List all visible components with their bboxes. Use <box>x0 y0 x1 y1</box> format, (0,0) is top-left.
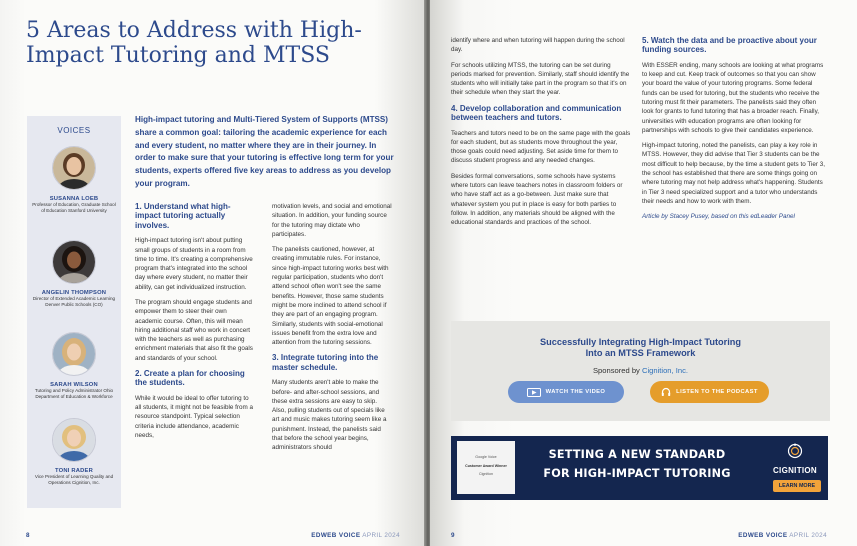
promo-title-line-2: Into an MTSS Framework <box>585 348 696 358</box>
left-column-2 <box>272 202 392 459</box>
portrait-icon <box>53 241 95 283</box>
watch-video-label: WATCH THE VIDEO <box>545 389 606 395</box>
voice-name: SARAH WILSON <box>50 382 98 388</box>
voice-angelin-thompson <box>27 240 121 308</box>
paragraph: While it would be ideal to offer tutoring to all students, it might not be feasible from a resource standpoint. Typical selection criteria include attendance, academic needs, <box>135 394 253 440</box>
listen-podcast-button[interactable] <box>650 381 769 403</box>
paragraph: motivation levels, and social and emotional situation. In addition, your funding source for the tutoring may dictate who participates. <box>272 203 392 238</box>
ad-headline-line-2: FOR HIGH-IMPACT TUTORING <box>543 467 731 480</box>
avatar <box>52 332 96 376</box>
badge-bottom-text: Cignition <box>479 472 493 477</box>
paragraph: The panelists cautioned, however, at creating immutable rules. For instance, since high-impact tutoring works best with regular participation, students who don't attend school often won't see the same benefits. However, those same students might be more inclined to attend school if they are part of an engaging program. Similarly, students with social-emotional issues benefit from the extra love and attention from the tutoring sessions. <box>272 246 389 347</box>
paragraph: Besides formal conversations, some schools have systems where tutors can leave teachers notes in classroom folders or who have staff act as a go-between. Just make sure that whatever system you put in place is easy for both parties to follow. In addition, any materials should be aligned with the educational standards and practices of the school. <box>451 172 623 227</box>
paragraph: High-impact tutoring, noted the panelists, can play a key role in MTSS. However, they did advise that Tier 3 students can be the most difficult to help because, by the time a student gets to Tier 3, the school has established that there are some things going on where tutoring may not help address what's happening. Students in Tier 3 need specialized support and a tutor who understands their needs and how to work with them. <box>642 142 825 205</box>
right-page <box>430 0 857 546</box>
paragraph: The program should engage students and empower them to steer their own academic course. Often, this will mean hiring additional staff who work in concert with the teachers as well as purchasing enrichment materials that also fit the goals and standards of your school. <box>135 299 253 362</box>
article-credit[interactable]: Article by Stacey Pusey, based on this edLeader Panel <box>642 213 795 221</box>
voice-name: SUSANNA LOEB <box>49 196 99 202</box>
page-number-right <box>451 532 455 539</box>
promo-sponsor <box>451 366 830 375</box>
voice-name: ANGELIN THOMPSON <box>41 290 107 296</box>
section-heading-1: 1. Understand what high-impact tutoring actually involves. <box>135 202 231 230</box>
cignition-ad-banner[interactable] <box>451 436 828 500</box>
section-heading-3: 3. Integrate tutoring into the master schedule. <box>272 353 379 372</box>
paragraph: With ESSER ending, many schools are looking at what programs to keep and cut. Keep track of outcomes so that you can show your board the value of your tutoring programs. Some federal funds can be used for tutoring, but the students who receive the tutoring must fit their parameters. The panelists said they often look for grants to fund tutoring that has a broader reach. Finally, universities with education programs are often looking for partnerships with schools to give their candidates experience. <box>642 61 824 134</box>
paragraph: For schools utilizing MTSS, the tutoring can be set during periods marked for prevention. Similarly, staff should identify the students who will initially take part in the program so that it's on their schedule when they start the year. <box>451 61 630 97</box>
running-footer-left <box>311 532 400 539</box>
running-footer-right <box>738 532 827 539</box>
avatar <box>52 418 96 462</box>
listen-podcast-label: LISTEN TO THE PODCAST <box>676 389 758 395</box>
badge-mid-text: Customer Award Winner <box>465 463 507 468</box>
paragraph: Many students aren't able to make the before- and after-school sessions, and these extra sessions are easy to skip. Also, pulling students out of specials like art and music makes tutoring seem like a punishment. Instead, the panelists said that before the school year begins, administrators should <box>272 379 387 452</box>
sponsor-link[interactable]: Cignition, Inc. <box>641 366 688 375</box>
portrait-icon <box>53 147 95 189</box>
left-page <box>0 0 426 546</box>
page-number-left <box>26 532 30 539</box>
promo-title-line-1: Successfully Integrating High-Impact Tutoring <box>540 337 741 347</box>
ad-headline <box>527 445 747 483</box>
video-icon <box>527 388 541 397</box>
voice-title: Tutoring and Policy Administrator Ohio Department of Education & Workforce <box>34 388 114 399</box>
paragraph: Teachers and tutors need to be on the same page with the goals for each student, but as students move throughout the year, those goals could need adjusting. Set aside time for them to discuss student progress and any needed changes. <box>451 129 631 165</box>
learn-more-button[interactable]: LEARN MORE <box>773 480 821 492</box>
avatar <box>52 240 96 284</box>
right-column-1 <box>451 36 631 234</box>
badge-top-text: Google Voice <box>475 455 497 459</box>
paragraph: identify where and when tutoring will happen during the school day. <box>451 37 625 54</box>
ad-brand-name: CIGNITION <box>772 466 818 475</box>
voice-title: Professor of Education, Graduate School of Education Stanford University <box>32 202 116 213</box>
voice-title: Director of Extended Academic Learning Denver Public Schools (CO) <box>32 296 116 307</box>
voice-toni-rader <box>27 418 121 486</box>
portrait-icon <box>53 333 95 375</box>
issue-date: APRIL 2024 <box>362 532 400 539</box>
voice-susanna-loeb <box>27 146 121 214</box>
voices-sidebar <box>27 116 121 508</box>
publication-name: EDWEB VOICE <box>738 532 788 539</box>
paragraph: High-impact tutoring isn't about putting small groups of students in a room from time to time. It's creating a comprehensive program that's integrated into the school day where every student, no matter their ability, can get individualized instruction. <box>135 237 253 291</box>
article-headline: 5 Areas to Address with High-Impact Tutoring and MTSS <box>26 18 362 68</box>
voices-title: VOICES <box>57 126 91 135</box>
sponsor-prefix: Sponsored by <box>592 366 640 375</box>
voice-name: TONI RADER <box>55 468 93 474</box>
page-number: 9 <box>451 532 455 539</box>
section-heading-2: 2. Create a plan for choosing the students. <box>135 369 245 388</box>
headphones-icon <box>661 387 671 397</box>
right-column-2 <box>642 36 828 228</box>
publication-name: EDWEB VOICE <box>311 532 361 539</box>
article-intro: High-impact tutoring and Multi-Tiered System of Supports (MTSS) share a common goal: tailoring the academic experience for each and every student, no matter where they are in their journey. In order to make sure that your tutoring is effective long term for your students, experts offered five key areas to address as you develop your program. <box>135 115 394 188</box>
promo-title <box>451 337 830 359</box>
voice-title: Vice President of Learning Quality and Operations Cignition, Inc. <box>34 474 114 485</box>
watch-video-button[interactable] <box>508 381 624 403</box>
portrait-icon <box>53 419 95 461</box>
voice-sarah-wilson <box>27 332 121 400</box>
left-column-1 <box>135 202 255 446</box>
webinar-promo-panel <box>451 321 830 421</box>
cignition-logo-icon <box>786 443 804 459</box>
award-badge <box>457 441 515 494</box>
avatar <box>52 146 96 190</box>
ad-headline-line-1: SETTING A NEW STANDARD <box>548 448 726 461</box>
section-heading-5: 5. Watch the data and be proactive about your funding sources. <box>642 36 817 55</box>
section-heading-4: 4. Develop collaboration and communication between teachers and tutors. <box>451 103 622 123</box>
cignition-logo <box>767 443 823 475</box>
issue-date: APRIL 2024 <box>789 532 827 539</box>
page-number: 8 <box>26 532 30 539</box>
